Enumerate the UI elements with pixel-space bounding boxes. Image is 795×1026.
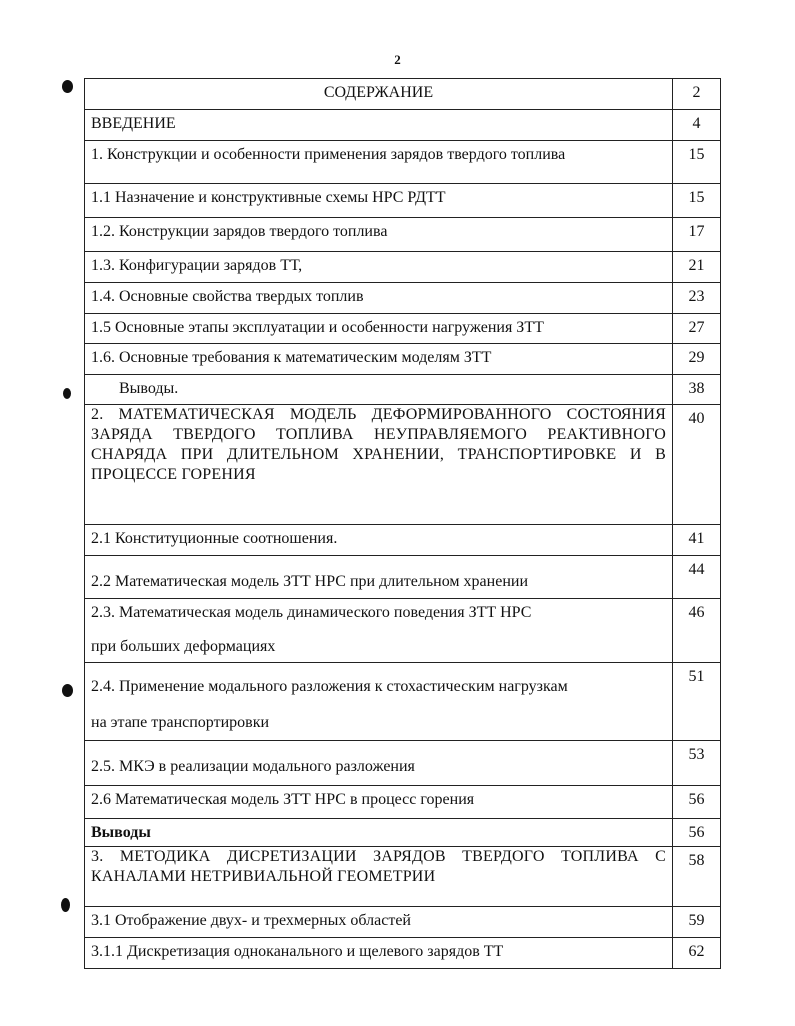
toc-page: 44	[673, 556, 721, 599]
toc-row-chapter-2	[85, 405, 721, 525]
toc-title: 1.6. Основные требования к математическим моделям ЗТТ	[85, 344, 673, 375]
toc-page: 38	[673, 375, 721, 405]
toc-page: 4	[673, 110, 721, 141]
toc-title	[85, 663, 673, 741]
toc-row-intro	[85, 110, 721, 141]
toc-row	[85, 218, 721, 252]
toc-row-conclusions	[85, 819, 721, 847]
toc-page: 56	[673, 819, 721, 847]
toc-row	[85, 556, 721, 599]
toc-title: 2.6 Математическая модель ЗТТ НРС в процесс горения	[85, 786, 673, 819]
toc-title: 2.2 Математическая модель ЗТТ НРС при длительном хранении	[85, 556, 673, 599]
scan-mark-icon	[62, 684, 73, 697]
toc-title: Выводы.	[85, 375, 673, 405]
toc-title: 1.4. Основные свойства твердых топлив	[85, 283, 673, 314]
toc-page: 29	[673, 344, 721, 375]
toc-row	[85, 938, 721, 969]
scan-mark-icon	[62, 80, 73, 93]
toc-row-contents	[85, 79, 721, 110]
toc-title	[85, 599, 673, 663]
toc-page: 59	[673, 907, 721, 938]
scan-mark-icon	[63, 388, 71, 399]
toc-title: 1.5 Основные этапы эксплуатации и особенности нагружения ЗТТ	[85, 314, 673, 344]
toc-title: 1.3. Конфигурации зарядов ТТ,	[85, 252, 673, 283]
toc-title: 2.1 Конституционные соотношения.	[85, 525, 673, 556]
toc-row	[85, 907, 721, 938]
toc-page: 53	[673, 741, 721, 786]
toc-row	[85, 314, 721, 344]
toc-title: 3.1 Отображение двух- и трехмерных областей	[85, 907, 673, 938]
toc-page: 46	[673, 599, 721, 663]
toc-row	[85, 141, 721, 184]
toc-title-line: на этапе транспортировки	[91, 714, 270, 731]
toc-title: 1.1 Назначение и конструктивные схемы НРС РДТТ	[85, 184, 673, 218]
toc-title: 1.2. Конструкции зарядов твердого топлива	[85, 218, 673, 252]
toc-page: 2	[673, 79, 721, 110]
table-of-contents	[84, 78, 721, 969]
toc-page: 15	[673, 141, 721, 184]
page-number: 2	[394, 52, 401, 67]
scan-mark-icon	[61, 898, 70, 912]
toc-row	[85, 184, 721, 218]
toc-page: 56	[673, 786, 721, 819]
toc-page: 62	[673, 938, 721, 969]
toc-title: 1. Конструкции и особенности применения зарядов твердого топлива	[85, 141, 673, 184]
toc-page: 21	[673, 252, 721, 283]
toc-title: 3.1.1 Дискретизация одноканального и щелевого зарядов ТТ	[85, 938, 673, 969]
toc-row-conclusions	[85, 375, 721, 405]
toc-title: ВВЕДЕНИЕ	[85, 110, 673, 141]
toc-title: 3. МЕТОДИКА ДИСРЕТИЗАЦИИ ЗАРЯДОВ ТВЕРДОГО ТОПЛИВА С КАНАЛАМИ НЕТРИВИАЛЬНОЙ ГЕОМЕТРИИ	[85, 847, 673, 907]
toc-title: 2.5. МКЭ в реализации модального разложения	[85, 741, 673, 786]
toc-row	[85, 525, 721, 556]
toc-title: СОДЕРЖАНИЕ	[85, 79, 673, 110]
toc-page: 41	[673, 525, 721, 556]
toc-page: 23	[673, 283, 721, 314]
toc-page: 15	[673, 184, 721, 218]
toc-page: 51	[673, 663, 721, 741]
toc-title-line: 2.4. Применение модального разложения к стохастическим нагрузкам	[91, 678, 568, 695]
toc-title: 2. МАТЕМАТИЧЕСКАЯ МОДЕЛЬ ДЕФОРМИРОВАННОГО СОСТОЯНИЯ ЗАРЯДА ТВЕРДОГО ТОПЛИВА НЕУПРАВЛЯЕМОГО РЕАКТИВНОГО СНАРЯДА ПРИ ДЛИТЕЛЬНОМ ХРАНЕНИИ, ТРАНСПОРТИРОВКЕ И В ПРОЦЕССЕ ГОРЕНИЯ	[85, 405, 673, 525]
toc-row	[85, 252, 721, 283]
toc-title: Выводы	[85, 819, 673, 847]
toc-title-line: при больших деформациях	[91, 638, 276, 655]
toc-row	[85, 663, 721, 741]
toc-title-line: 2.3. Математическая модель динамического поведения ЗТТ НРС	[91, 604, 532, 621]
toc-page: 40	[673, 405, 721, 525]
toc-row	[85, 599, 721, 663]
toc-page: 58	[673, 847, 721, 907]
toc-row	[85, 283, 721, 314]
toc-page: 27	[673, 314, 721, 344]
toc-row-chapter-3	[85, 847, 721, 907]
toc-page: 17	[673, 218, 721, 252]
toc-row	[85, 344, 721, 375]
toc-row	[85, 741, 721, 786]
toc-row	[85, 786, 721, 819]
